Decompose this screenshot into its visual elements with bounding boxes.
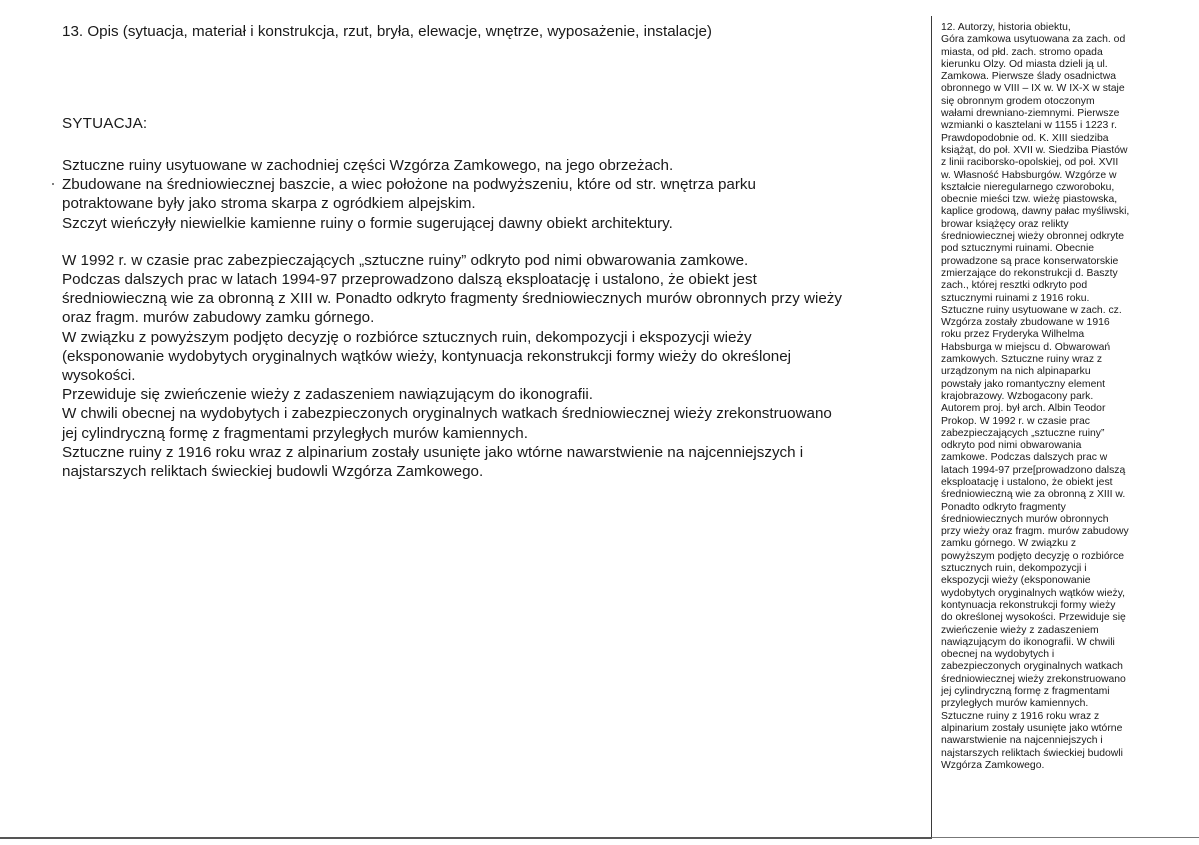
history-line: urządzonym na nich alpinaparku bbox=[941, 366, 1091, 378]
text-line: (eksponowanie wydobytych oryginalnych wątków wieży, kontynuacja rekonstrukcji formy wieży do określonej bbox=[62, 347, 792, 365]
text-line: Podczas dalszych prac w latach 1994-97 przeprowadzono dalszą eksploatację i ustalono, że obiekt jest bbox=[62, 271, 757, 289]
text-line: średniowieczną wie za obronną z XIII w. Ponadto odkryto fragmenty średniowiecznych murów obronnych przy wieży bbox=[62, 290, 842, 308]
history-line: kontynuacja rekonstrukcji formy wieży bbox=[941, 599, 1116, 611]
history-line: sztucznymi ruinami z 1916 roku. bbox=[941, 292, 1090, 304]
history-column bbox=[931, 16, 1161, 838]
situation-paragraph-2 bbox=[62, 251, 920, 481]
history-line: Góra zamkowa usytuowana za zach. od bbox=[941, 34, 1126, 46]
history-line: obecnej na wydobytych i bbox=[941, 649, 1055, 661]
history-line: browar książęcy oraz relikty bbox=[941, 218, 1069, 230]
history-line: książąt, do poł. XVII w. Siedziba Piastów bbox=[941, 144, 1128, 156]
history-line: obronnego w VIII – IX w. W IX-X w staje bbox=[941, 83, 1125, 95]
history-text bbox=[941, 34, 1161, 772]
history-line: nawiązującym do ikonografii. W chwili bbox=[941, 636, 1115, 648]
history-line: alpinarium zostały usunięte jako wtórne bbox=[941, 722, 1123, 734]
history-line: średniowieczną wie za obronną z XIII w. bbox=[941, 489, 1126, 501]
history-line: się obronnym grodem otoczonym bbox=[941, 95, 1095, 107]
history-line: wydobytych oryginalnych wątków wieży, bbox=[941, 587, 1126, 599]
history-heading: 12. Autorzy, historia obiektu, bbox=[941, 22, 1071, 33]
text-line: wysokości. bbox=[62, 367, 136, 385]
text-line: Sztuczne ruiny z 1916 roku wraz z alpinarium zostały usunięte jako wtórne nawarstwienie na najcenniejszych i bbox=[62, 443, 804, 461]
scan-bottom-edge-right bbox=[932, 837, 1199, 838]
history-line: Habsburga w miejscu d. Obwarowań bbox=[941, 341, 1111, 353]
history-line: średniowiecznej wieży zrekonstruowano bbox=[941, 673, 1126, 685]
text-line: jej cylindryczną formę z fragmentami przyległych murów kamiennych. bbox=[62, 424, 528, 442]
history-line: średniowiecznych murów obronnych bbox=[941, 513, 1109, 525]
history-line: do określonej wysokości. Przewiduje się bbox=[941, 612, 1126, 624]
history-line: odkryto pod nimi obwarowania bbox=[941, 440, 1082, 452]
history-line: powstały jako romantyczny element bbox=[941, 378, 1106, 390]
history-line: nawarstwienie na najcenniejszych i bbox=[941, 735, 1103, 747]
history-line: Sztuczne ruiny z 1916 roku wraz z bbox=[941, 710, 1100, 722]
text-line: potraktowane były jako stroma skarpa z ogródkiem alpejskim. bbox=[62, 195, 476, 213]
history-line: przy wieży oraz fragm. murów zabudowy bbox=[941, 526, 1129, 538]
history-line: powyższym podjęto decyzję o rozbiórce bbox=[941, 550, 1125, 562]
history-line: zwieńczenie wieży z zadaszeniem bbox=[941, 624, 1099, 636]
text-line: najstarszych reliktach świeckiej budowli Wzgórza Zamkowego. bbox=[62, 463, 484, 481]
description-heading: 13. Opis (sytuacja, materiał i konstrukcja, rzut, bryła, elewacje, wnętrze, wyposażenie, instalacje) bbox=[62, 23, 712, 40]
history-line: najstarszych reliktach świeckiej budowli bbox=[941, 747, 1123, 759]
history-line: wałami drewniano-ziemnymi. Pierwsze bbox=[941, 108, 1120, 120]
text-line: Szczyt wieńczyły niewielkie kamienne ruiny o formie sugerującej dawny obiekt architektury. bbox=[62, 214, 673, 232]
history-line: ekspozycji wieży (eksponowanie bbox=[941, 575, 1091, 587]
history-line: eksploatację i ustalono, że obiekt jest bbox=[941, 476, 1113, 488]
text-line: Przewiduje się zwieńczenie wieży z zadaszeniem nawiązującym do ikonografii. bbox=[62, 386, 593, 404]
situation-paragraph-1 bbox=[62, 156, 920, 233]
history-line: krajobrazowy. Wzbogacony park. bbox=[941, 390, 1094, 402]
text-line: W związku z powyższym podjęto decyzję o rozbiórce sztucznych ruin, dekompozycji i ekspozycji wieży bbox=[62, 328, 752, 346]
history-line: zamkowych. Sztuczne ruiny wraz z bbox=[941, 354, 1103, 366]
text-line: Sztuczne ruiny usytuowane w zachodniej części Wzgórza Zamkowego, na jego obrzeżach. bbox=[62, 157, 674, 174]
history-line: zamkowe. Podczas dalszych prac w bbox=[941, 452, 1108, 464]
text-line: Zbudowane na średniowiecznej baszcie, a wiec położone na podwyższeniu, które od str. wnętrza parku bbox=[62, 176, 756, 194]
history-line: w. Własność Habsburgów. Wzgórze w bbox=[941, 169, 1117, 181]
scan-speck bbox=[52, 183, 54, 185]
history-line: zabezpieczających „sztuczne ruiny” bbox=[941, 427, 1105, 439]
history-line: Prokop. W 1992 r. w czasie prac bbox=[941, 415, 1090, 427]
history-line: jej cylindryczną formę z fragmentami bbox=[941, 686, 1110, 698]
scan-bottom-edge bbox=[0, 837, 932, 839]
history-line: prowadzone są prace konserwatorskie bbox=[941, 255, 1119, 267]
text-line: W 1992 r. w czasie prac zabezpieczających „sztuczne ruiny” odkryto pod nimi obwarowania zamkowe. bbox=[62, 251, 749, 269]
history-line: pod sztucznymi ruinami. Obecnie bbox=[941, 243, 1095, 255]
text-line: oraz fragm. murów zabudowy zamku górnego. bbox=[62, 309, 375, 327]
history-line: latach 1994-97 prze[prowadzono dalszą bbox=[941, 464, 1126, 476]
description-column bbox=[62, 22, 920, 481]
situation-title: SYTUACJA: bbox=[62, 115, 148, 132]
text-line: W chwili obecnej na wydobytych i zabezpieczonych oryginalnych watkach średniowiecznej wieży zrekonstruowano bbox=[62, 405, 832, 423]
history-line: sztucznych ruin, dekompozycji i bbox=[941, 563, 1087, 575]
history-line: kształcie nieregularnego czworoboku, bbox=[941, 181, 1115, 193]
history-line: Prawdopodobnie od. K. XIII siedziba bbox=[941, 132, 1109, 144]
history-line: kaplice grodową, dawny pałac myśliwski, bbox=[941, 206, 1130, 218]
history-line: zach., której resztki odkryto pod bbox=[941, 280, 1088, 292]
history-line: obecnie mieści tzw. wieżę piastowska, bbox=[941, 194, 1118, 206]
history-line: przyległych murów kamiennych. bbox=[941, 698, 1089, 710]
history-line: Ponadto odkryto fragmenty bbox=[941, 501, 1066, 513]
history-line: Autorem proj. był arch. Albin Teodor bbox=[941, 403, 1106, 415]
history-line: zamku górnego. W związku z bbox=[941, 538, 1077, 550]
history-line: Zamkowa. Pierwsze ślady osadnictwa bbox=[941, 71, 1116, 83]
history-line: zmierzające do rekonstrukcji d. Baszty bbox=[941, 267, 1118, 279]
history-line: Wzgórza zostały zbudowane w 1916 bbox=[941, 317, 1110, 329]
history-line: wzmianki o kasztelani w 1155 i 1223 r. bbox=[941, 120, 1117, 132]
history-line: roku przez Fryderyka Wilhelma bbox=[941, 329, 1085, 341]
history-line: kierunku Olzy. Od miasta dzieli ją ul. bbox=[941, 58, 1108, 70]
history-line: z linii raciborsko-opolskiej, od poł. XVII bbox=[941, 157, 1119, 169]
history-line: miasta, od płd. zach. stromo opada bbox=[941, 46, 1103, 58]
history-line: Wzgórza Zamkowego. bbox=[941, 759, 1045, 771]
history-line: zabezpieczonych oryginalnych watkach bbox=[941, 661, 1123, 673]
history-line: średniowiecznej wieży obronnej odkryte bbox=[941, 231, 1125, 243]
history-line: Sztuczne ruiny usytuowane w zach. cz. bbox=[941, 304, 1122, 316]
